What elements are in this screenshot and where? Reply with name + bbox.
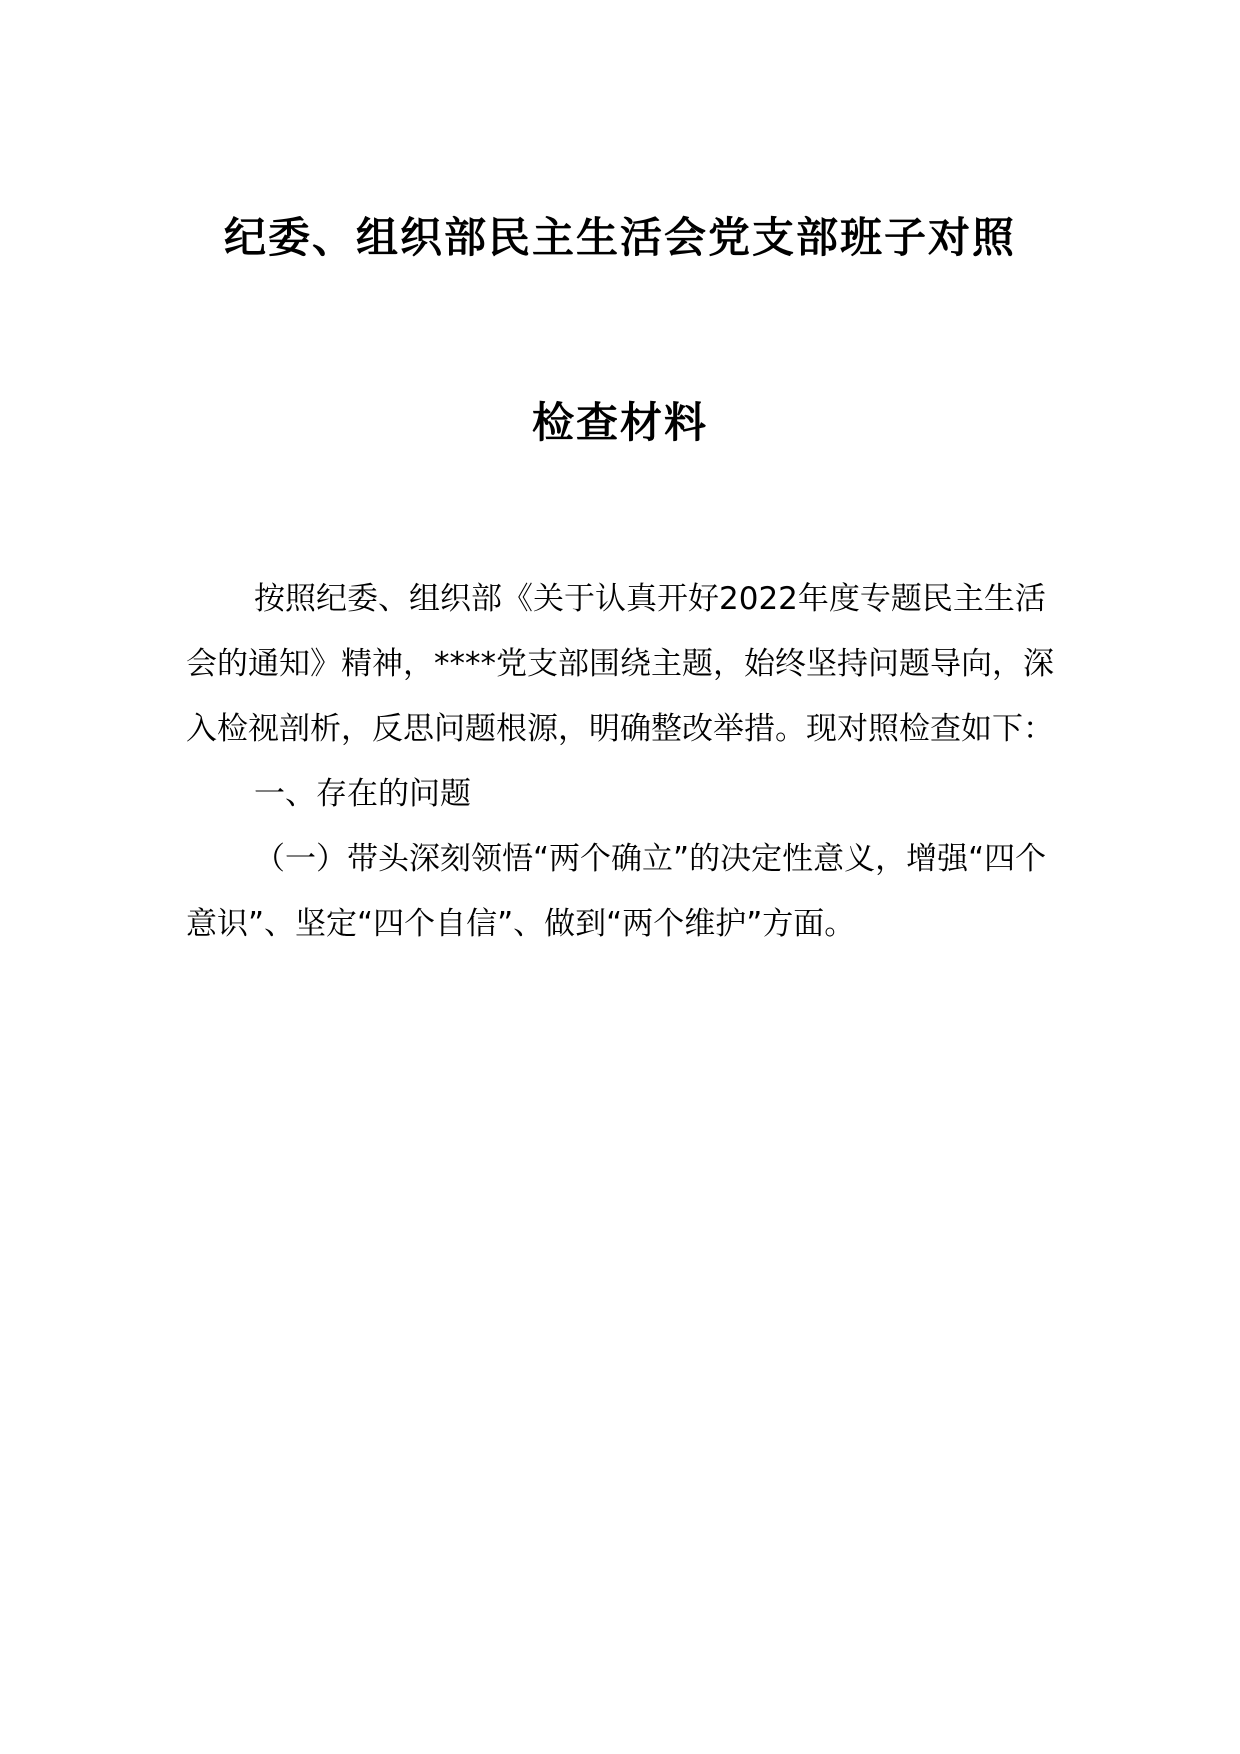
document-title-line-2: 检查材料 xyxy=(531,398,708,447)
document-title-line-1: 纪委、组织部民主生活会党支部班子对照 xyxy=(223,213,1016,262)
document-body xyxy=(186,567,1056,957)
section-heading-problems: 一、存在的问题 xyxy=(254,776,471,812)
subsection-heading-1: （一）带头深刻领悟“两个确立”的决定性意义，增强“四个意识”、坚定“四个自信”、做到“两个维护”方面。 xyxy=(186,841,1047,942)
intro-paragraph: 按照纪委、组织部《关于认真开好2022年度专题民主生活会的通知》精神，****党支部围绕主题，始终坚持问题导向，深入检视剖析，反思问题根源，明确整改举措。现对照检查如下： xyxy=(186,581,1054,747)
